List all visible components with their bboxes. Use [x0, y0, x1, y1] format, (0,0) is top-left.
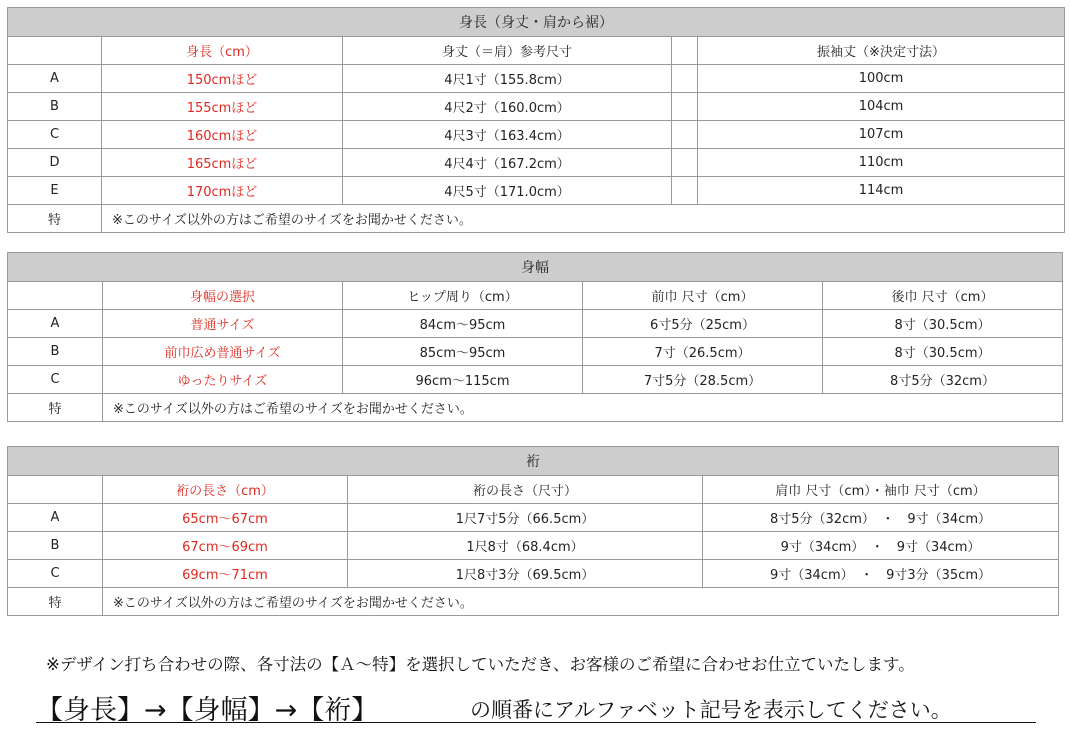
spacer-cell: [672, 177, 698, 205]
yuki-table: [7, 446, 1059, 616]
width-table-title: 身幅: [8, 253, 1063, 282]
table-row: [8, 560, 1059, 588]
sleeve-value: 114cm: [698, 177, 1065, 205]
row-label: A: [8, 65, 102, 93]
sleeve-value: 100cm: [698, 65, 1065, 93]
height-value: 155cmほど: [102, 93, 343, 121]
hip-value: 96cm〜115cm: [343, 366, 583, 394]
yuki-shaku-value: 1尺7寸5分（66.5cm）: [348, 504, 703, 532]
yuki-shaku-value: 1尺8寸3分（69.5cm）: [348, 560, 703, 588]
width-choice: ゆったりサイズ: [103, 366, 343, 394]
hip-value: 85cm〜95cm: [343, 338, 583, 366]
special-row: [8, 205, 1065, 233]
header-cell: [8, 37, 102, 65]
length-value: 4尺5寸（171.0cm）: [343, 177, 672, 205]
yuki-cm-value: 67cm〜69cm: [103, 532, 348, 560]
table-row: [8, 310, 1063, 338]
row-label: E: [8, 177, 102, 205]
special-row: [8, 394, 1063, 422]
row-label: D: [8, 149, 102, 177]
height-value: 160cmほど: [102, 121, 343, 149]
header-cell: 振袖丈（※決定寸法）: [698, 37, 1065, 65]
special-row: [8, 588, 1059, 616]
hip-value: 84cm〜95cm: [343, 310, 583, 338]
header-cell: [8, 476, 103, 504]
height-value: 150cmほど: [102, 65, 343, 93]
table-row: [8, 504, 1059, 532]
sleeve-value: 104cm: [698, 93, 1065, 121]
table-row: [8, 93, 1065, 121]
shoulder-sleeve-width-value: 9寸（34cm） ・ 9寸（34cm）: [703, 532, 1059, 560]
yuki-cm-value: 69cm〜71cm: [103, 560, 348, 588]
header-cell: ヒップ周り（cm）: [343, 282, 583, 310]
row-label: B: [8, 93, 102, 121]
header-cell: 前巾 尺寸（cm）: [583, 282, 823, 310]
length-value: 4尺3寸（163.4cm）: [343, 121, 672, 149]
width-choice: 普通サイズ: [103, 310, 343, 338]
table-row: [8, 121, 1065, 149]
length-value: 4尺2寸（160.0cm）: [343, 93, 672, 121]
front-width-value: 6寸5分（25cm）: [583, 310, 823, 338]
order-sequence: 【身長】→【身幅】→【裄】: [36, 695, 379, 726]
header-cell: [672, 37, 698, 65]
special-note: ※このサイズ以外の方はご希望のサイズをお聞かせください。: [103, 588, 1059, 616]
special-note: ※このサイズ以外の方はご希望のサイズをお聞かせください。: [103, 394, 1063, 422]
spacer-cell: [672, 149, 698, 177]
back-width-value: 8寸（30.5cm）: [823, 310, 1063, 338]
table-row: [8, 65, 1065, 93]
spacer-cell: [672, 93, 698, 121]
row-label: A: [8, 504, 103, 532]
shoulder-sleeve-width-value: 9寸（34cm） ・ 9寸3分（35cm）: [703, 560, 1059, 588]
table-row: [8, 532, 1059, 560]
table-row: [8, 149, 1065, 177]
order-instruction-text: の順番にアルファベット記号を表示してください。: [470, 698, 952, 722]
spacer-cell: [672, 121, 698, 149]
selection-footnote: ※デザイン打ち合わせの際、各寸法の【Ａ〜特】を選択していただき、お客様のご希望に合わせお仕立ていたします。: [46, 655, 915, 674]
header-cell: 後巾 尺寸（cm）: [823, 282, 1063, 310]
yuki-cm-value: 65cm〜67cm: [103, 504, 348, 532]
sleeve-value: 107cm: [698, 121, 1065, 149]
front-width-value: 7寸（26.5cm）: [583, 338, 823, 366]
row-label: B: [8, 532, 103, 560]
sleeve-value: 110cm: [698, 149, 1065, 177]
header-cell: 裄の長さ（cm）: [103, 476, 348, 504]
special-label: 特: [8, 588, 103, 616]
height-table: [7, 7, 1065, 233]
length-value: 4尺1寸（155.8cm）: [343, 65, 672, 93]
back-width-value: 8寸5分（32cm）: [823, 366, 1063, 394]
row-label: B: [8, 338, 103, 366]
table-row: [8, 177, 1065, 205]
row-label: C: [8, 560, 103, 588]
table-row: [8, 338, 1063, 366]
width-choice: 前巾広め普通サイズ: [103, 338, 343, 366]
height-value: 170cmほど: [102, 177, 343, 205]
height-value: 165cmほど: [102, 149, 343, 177]
header-cell: [8, 282, 103, 310]
special-note: ※このサイズ以外の方はご希望のサイズをお聞かせください。: [102, 205, 1065, 233]
spacer-cell: [672, 65, 698, 93]
header-cell: 裄の長さ（尺寸）: [348, 476, 703, 504]
front-width-value: 7寸5分（28.5cm）: [583, 366, 823, 394]
header-cell: 肩巾 尺寸（cm）・袖巾 尺寸（cm）: [703, 476, 1059, 504]
special-label: 特: [8, 205, 102, 233]
special-label: 特: [8, 394, 103, 422]
length-value: 4尺4寸（167.2cm）: [343, 149, 672, 177]
yuki-table-title: 裄: [8, 447, 1059, 476]
header-cell: 身長（cm）: [102, 37, 343, 65]
order-instruction: [36, 688, 1036, 726]
row-label: C: [8, 121, 102, 149]
header-cell: 身幅の選択: [103, 282, 343, 310]
yuki-shaku-value: 1尺8寸（68.4cm）: [348, 532, 703, 560]
height-table-title: 身長（身丈・肩から裾）: [8, 8, 1065, 37]
width-table: [7, 252, 1063, 422]
row-label: C: [8, 366, 103, 394]
header-cell: 身丈（＝肩）参考尺寸: [343, 37, 672, 65]
table-row: [8, 366, 1063, 394]
shoulder-sleeve-width-value: 8寸5分（32cm） ・ 9寸（34cm）: [703, 504, 1059, 532]
back-width-value: 8寸（30.5cm）: [823, 338, 1063, 366]
row-label: A: [8, 310, 103, 338]
